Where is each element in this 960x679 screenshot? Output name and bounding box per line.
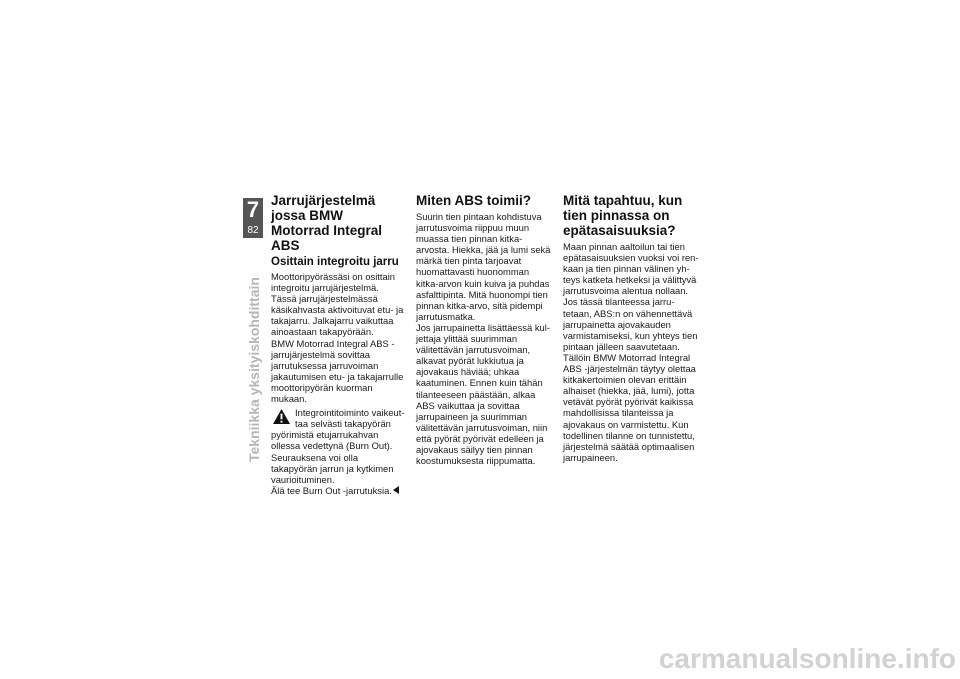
paragraph: BMW Motorrad Integral ABS -jarrujärjestelmä sovittaa jarrutuksessa jarruvoiman jakautumisen etu- ja takajarrulle moottoripyörän kuorman mukaan. — [271, 337, 404, 405]
warning-triangle-icon — [272, 408, 291, 425]
paragraph: Moottoripyörässäsi on osittain integroitu jarrujärjestelmä. Tässä jarrujärjestelmässä käsikahvasta aktivoituvat etu- ja takajarru. Jalkajarru vaikuttaa ainoastaan takapyörään. — [271, 271, 404, 338]
closing-text: Älä tee Burn Out -jarrutuksia. — [271, 484, 392, 496]
paragraph: Suurin tien pintaan kohdistuva jarrutusvoima riippuu muun muassa tien pinnan kitka-arvosta. Hiekka, jää ja lumi sekä märkä tien pinta tarjoavat huomattavasti huonomman kitka-arvon kuin kuiva ja puhdas asfalttipinta. Mitä huonompi tien pinnan kitka-arvo, sitä pidempi jarrutusmatka. — [416, 211, 551, 322]
chapter-number: 7 — [246, 197, 260, 222]
column-1 — [271, 193, 405, 496]
end-triangle-icon — [393, 486, 399, 494]
page-number: 82 — [247, 225, 259, 236]
section-heading-how-abs-works: Miten ABS toimii? — [416, 193, 531, 208]
section-heading-integral-abs: Jarrujärjestelmä jossa BMW Motorrad Integral ABS — [271, 193, 383, 253]
column-2 — [416, 193, 552, 466]
subheading-partial-integral-brake: Osittain integroitu jarru — [271, 256, 399, 268]
chapter-side-title: Tekniikka yksityiskohdittain — [246, 277, 262, 462]
section-heading-uneven-road: Mitä tapahtuu, kun tien pinnassa on epätasaisuuksia? — [563, 193, 683, 238]
paragraph: Maan pinnan aaltoilun tai tien epätasaisuuksien vuoksi voi renkaan ja tien pinnan välinen yhteys katketa hetkeksi ja välittyvä jarrutusvoima alentua nollaan. Jos tässä tilanteessa jarrutetaan, ABS:n on vähennettävä jarrupainetta ajovakauden varmistamiseksi, kun yhteys tien pintaan jälleen saavutetaan. Tällöin BMW Motorrad Integral ABS -järjestelmän täytyy olettaa kitkakertoimien olevan erittäin alhaiset (hiekka, jää, lumi), jotta vetävät pyörät pyörivät kaikissa mahdollisissa tilanteissa ja ajovakaus on varmistettu. Kun todellinen tilanne on tunnistettu, järjestelmä säätää optimaalisen jarrupaineen. — [563, 241, 699, 463]
column-3 — [563, 193, 699, 463]
watermark: carmanualsonline.info — [658, 643, 956, 674]
paragraph: Jos jarrupainetta lisättäessä kuljettaja ylittää suurimman välitettävän jarrutusvoiman, alkavat pyörät lukkiutua ja ajovakaus häviää; uhkaa kaatuminen. Ennen kuin tähän tilanteeseen päästään, alkaa ABS vaikuttaa ja sovittaa jarrupaineen ja suurimman välitettävän jarrutusvoiman, niin että pyörät pyörivät edelleen ja ajovakaus säilyy tien pinnan koostumuksesta riippumatta. — [416, 321, 550, 467]
warning-block — [271, 407, 405, 485]
closing-line — [271, 485, 405, 496]
warning-text: Integrointitoiminto vaikeuttaa selvästi takapyörän pyörimistä etujarrukahvan ollessa vedettynä (Burn Out). Seurauksena voi olla takapyörän jarrun ja kytkimen vaurioituminen. — [271, 407, 405, 485]
